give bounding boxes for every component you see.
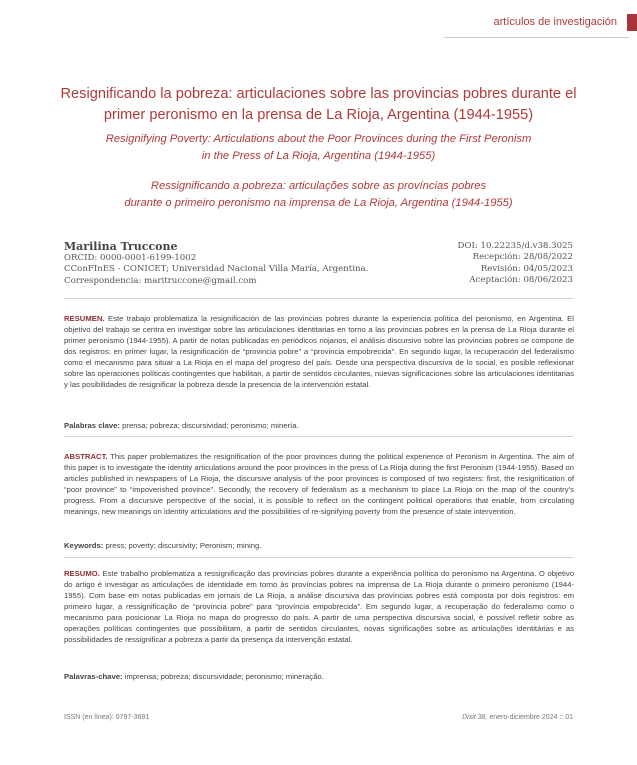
section-label: artículos de investigación (493, 16, 617, 28)
author-name: Marilina Truccone (64, 240, 178, 253)
abstract-portuguese-label: RESUMO. (64, 569, 100, 578)
abstract-english-text: This paper problematizes the resignification of the poor provinces during the political experience of Peronism in Argentina. The aim of this paper is to investigate the identity articulations around the poor provinces in the press of La Rioja during the first Peronism (1944-1955). Based on articles published in newspapers of La Rioja, the discursive analysis of the poor provinces is composed of two registers: first, the resignification of “poor province” to “impoverished province”. Secondly, the recovery of federalism as a mechanism to place La Rioja on the map of the country’s progress. From a discursive perspective of the social, it is possible to reflect on the contingent political operations that enable, from circulating meanings, new meanings on identity articulations and the possibilities of re-signifying poverty from the presence of state intervention. (64, 452, 575, 516)
divider (64, 298, 573, 299)
author-orcid: ORCID: 0000-0001-6199-1002 (64, 253, 197, 263)
title-portuguese (40, 178, 597, 212)
keywords-spanish-text: prensa; pobreza; discursividad; peronismo; minería. (122, 421, 299, 430)
article-meta (458, 241, 573, 286)
divider (64, 557, 573, 558)
footer-issue: enero-diciembre 2024 :: 01 (489, 714, 573, 721)
abstract-english-label: ABSTRACT. (64, 452, 108, 461)
footer-citation (462, 714, 573, 721)
keywords-portuguese (64, 671, 574, 682)
keywords-portuguese-label: Palavras-chave: (64, 672, 123, 681)
author-affiliation: CConFInES - CONICET; Universidad Nacional Villa María, Argentina. (64, 264, 369, 275)
title-portuguese-line-2: durante o primeiro peronismo na imprensa de La Rioja, Argentina (1944-1955) (124, 197, 513, 209)
divider (64, 436, 573, 437)
title-portuguese-line-1: Ressignificando a pobreza: articulações sobre as províncias pobres (150, 180, 487, 192)
abstract-portuguese (64, 568, 574, 645)
accepted-date: Aceptación: 08/06/2023 (469, 274, 573, 285)
author-correspondence: Correspondencia: maritruccone@gmail.com (64, 275, 257, 286)
title-spanish: Resignificando la pobreza: articulaciones sobre las provincias pobres durante el primer peronismo en la prensa de La Rioja, Argentina (1944-1955) (60, 86, 577, 123)
keywords-portuguese-text: imprensa; pobreza; discursividade; peronismo; mineração. (124, 672, 324, 681)
received-date: Recepción: 28/08/2022 (472, 252, 573, 263)
abstract-spanish (64, 313, 574, 390)
doi: DOI: 10.22235/d.v38.3025 (457, 241, 573, 251)
keywords-english-text: press; poverty; discursivity; Peronism; mining. (105, 541, 262, 550)
keywords-english (64, 540, 574, 551)
footer-journal: Dixit 38, (462, 714, 488, 721)
abstract-english (64, 451, 574, 517)
abstract-portuguese-text: Este trabalho problematiza a ressignificação das províncias pobres durante a experiência política do peronismo na Argentina. O objetivo do artigo é investigar as articulações de identidade em torno às províncias pobres na imprensa de La Rioja durante o primeiro peronismo (1944-1955). Com base em notas publicadas em jornais de La Rioja, a análise discursiva das províncias pobres está composta por dois registros: em primeiro lugar, a ressignificação de “província pobre” para “província empobrecida”. Em segundo lugar, a recuperação do federalismo como o mecanismo para posicionar La Rioja no mapa do progresso do país. A partir de uma perspectiva discursiva social, é possível refletir sobre as operações políticas contingentes que possibilitam, a partir de sentidos circulantes, novas significações sobre as articulações identitárias e as possibilidades de ressignificar a pobreza a partir da presença da intervenção estatal. (64, 569, 575, 644)
keywords-spanish-label: Palabras clave: (64, 421, 120, 430)
author-block (64, 240, 368, 287)
keywords-spanish (64, 420, 574, 431)
abstract-spanish-text: Este trabajo problematiza la resignificación de las provincias pobres durante la experiencia política del peronismo, en Argentina. El objetivo del trabajo se centra en investigar sobre las articulaciones identitarias en torno a las provincias pobres en la prensa de La Rioja durante el primer peronismo (1944-1955). A partir de notas publicadas en periódicos riojanos, el análisis discursivo sobre las provincias pobres se compone de dos registros: en primer lugar, la resignificación de “provincia pobre” a “provincia empobrecida”. En segundo lugar, la recuperación del federalismo como el mecanismo para situar a La Rioja en el mapa del progreso del país. Desde una perspectiva discursiva de lo social, es posible reflexionar sobre las operaciones políticas contingentes que habilitan, a partir de sentidos circulantes, nuevas significaciones sobre las articulaciones identitarias y las posibilidades de resignificar la pobreza desde la presencia de la intervención estatal. (64, 314, 574, 389)
section-tab-marker (627, 14, 637, 31)
revised-date: Revisión: 04/05/2023 (480, 263, 573, 274)
title-english-line-1: Resignifying Poverty: Articulations about the Poor Provinces during the First Peronism (105, 133, 532, 145)
footer-issn: ISSN (en línea): 0797-3691 (64, 714, 150, 721)
title-english-line-2: in the Press of La Rioja, Argentina (1944-1955) (201, 150, 436, 162)
abstract-spanish-label: RESUMEN. (64, 314, 105, 323)
keywords-english-label: Keywords: (64, 541, 104, 550)
header-rule (444, 37, 629, 38)
title-english (40, 131, 597, 165)
